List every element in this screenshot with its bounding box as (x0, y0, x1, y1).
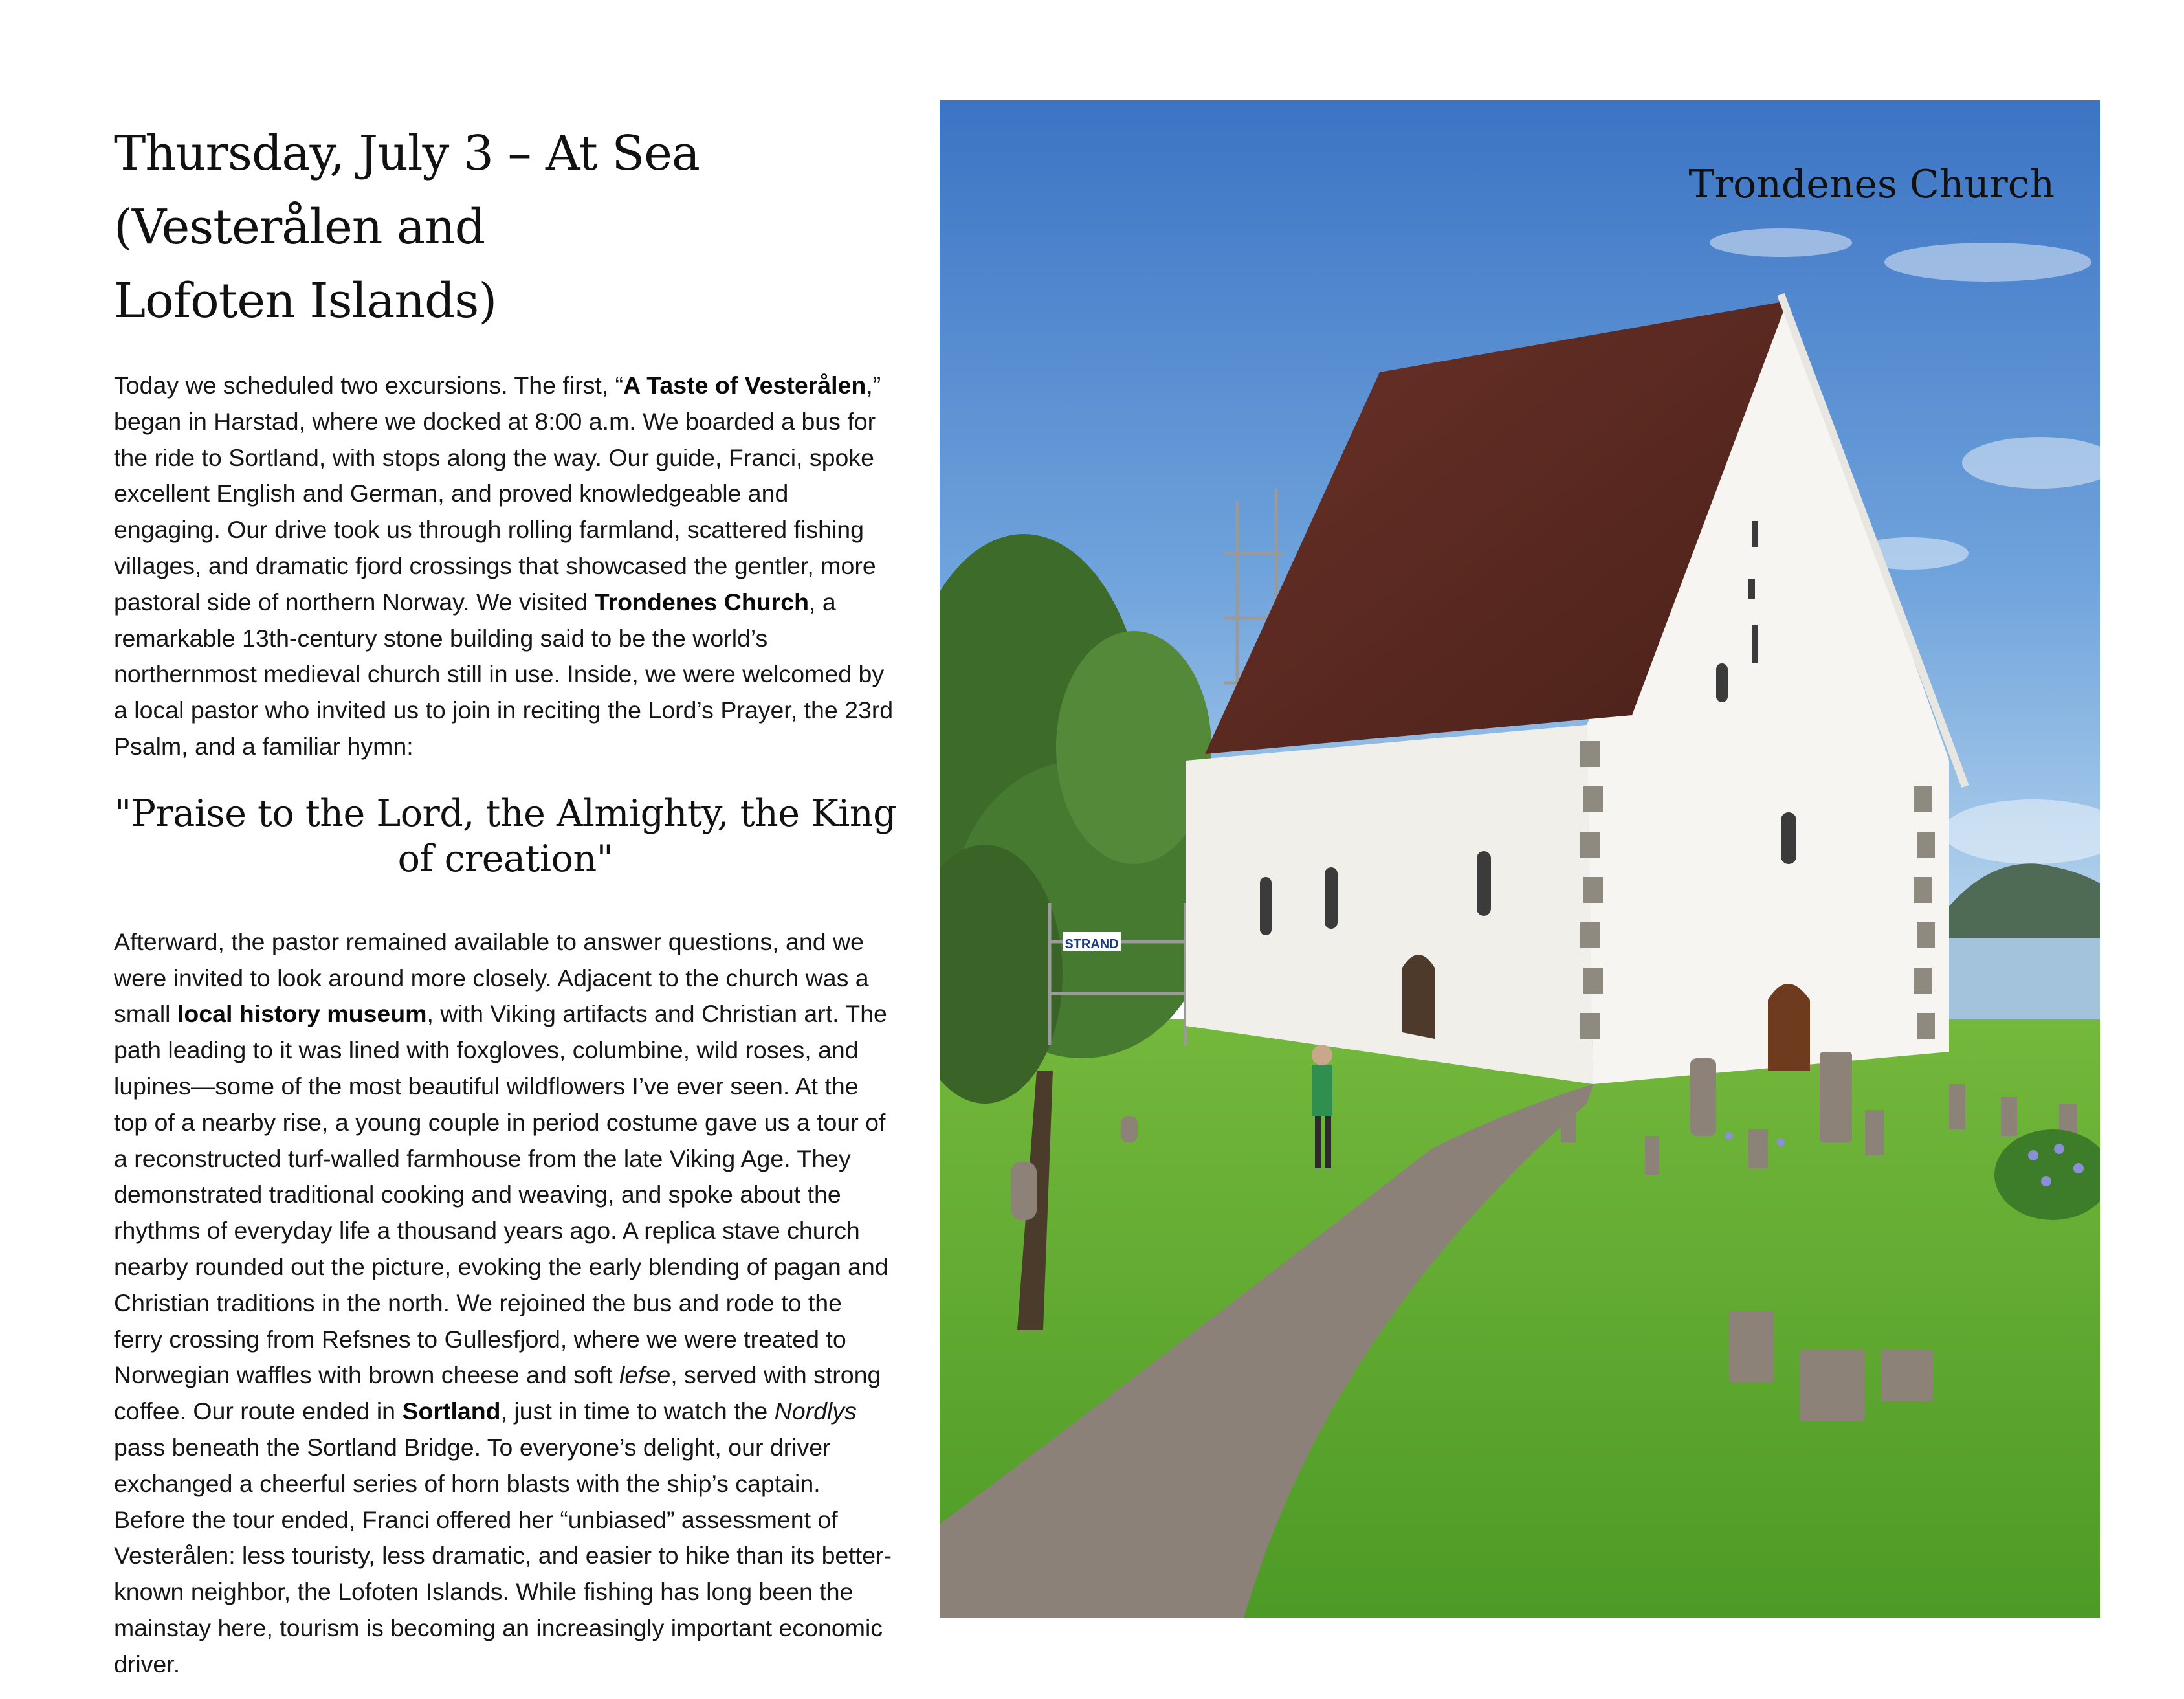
page-heading (114, 117, 897, 338)
p2-text-1: Afterward, the pastor remained available to answer questions, and we were invited to look around more closely. Adjacent to the church was a small (114, 927, 869, 1028)
p2-italic-nordlys: Nordlys (774, 1397, 857, 1425)
p1-text-2: ,” began in Harstad, where we docked at 8:00 a.m. We boarded a bus for the ride to Sortland, with stops along the way. Our guide, Franci, spoke excellent English and German, and proved knowledgeable and engaging. Our drive took us through rolling farmland, scattered fishing villages, and dramatic fjord crossings that showcased the gentler, more pastoral side of northern Norway. We visited (114, 372, 881, 616)
church-illustration (940, 100, 2100, 1618)
church-photo (940, 100, 2100, 1618)
main-door (1768, 984, 1810, 1071)
p2-text-2: , with Viking artifacts and Christian art. The path leading to it was lined with foxgloves, columbine, wild roses, and lupines—some of the most beautiful wildflowers I’ve ever seen. At the top of a nearby rise, a young couple in period costume gave us a tour of a reconstructed turf-walled farmhouse from the late Viking Age. They demonstrated traditional cooking and weaving, and spoke about the rhythms of everyday life a thousand years ago. A replica stave church nearby rounded out the picture, evoking the early blending of pagan and Christian traditions in the north. We rejoined the bus and rode to the ferry crossing from Refsnes to Gullesfjord, where we were treated to Norwegian waffles with brown cheese and soft (114, 1000, 888, 1389)
p1-bold-church: Trondenes Church (594, 588, 809, 616)
p2-text-5: pass beneath the Sortland Bridge. To everyone’s delight, our driver exchanged a cheerful series of horn blasts with the ship’s captain. Before the tour ended, Franci offered her “unbiased” assessment of Vesterålen: less touristy, less dramatic, and easier to hike than its better-known neighbor, the Lofoten Islands. While fishing has long been the mainstay here, tourism is becoming an increasingly important economic driver. (114, 1433, 892, 1678)
p2-bold-museum: local history museum (177, 1000, 427, 1028)
heading-line-1: Thursday, July 3 – At Sea (Vesterålen and (114, 126, 700, 255)
p2-text-4: , just in time to watch the (500, 1397, 775, 1425)
p1-text-1: Today we scheduled two excursions. The first, “ (114, 372, 624, 399)
scaffold-sign-text: STRAND (1064, 937, 1119, 951)
p1-bold-excursion: A Taste of Vesterålen (623, 372, 866, 399)
paragraph-2 (114, 924, 897, 1683)
p2-bold-sortland: Sortland (402, 1397, 501, 1425)
church-side-wall (1186, 725, 1593, 1084)
hymn-quote: "Praise to the Lord, the Almighty, the King of creation" (114, 792, 897, 880)
article-text-column (114, 117, 897, 1683)
p2-text-3: , served with strong coffee. Our route ended in (114, 1361, 881, 1425)
heading-line-2: Lofoten Islands) (114, 273, 497, 329)
photo-caption: Trondenes Church (1688, 162, 2055, 207)
side-door (1402, 955, 1435, 1039)
paragraph-1 (114, 368, 897, 765)
p1-text-3: , a remarkable 13th-century stone building said to be the world’s northernmost medieval church still in use. Inside, we were welcomed by a local pastor who invited us to join in reciting the Lord’s Prayer, the 23rd Psalm, and a familiar hymn: (114, 588, 894, 760)
p2-italic-lefse: lefse (619, 1361, 671, 1389)
